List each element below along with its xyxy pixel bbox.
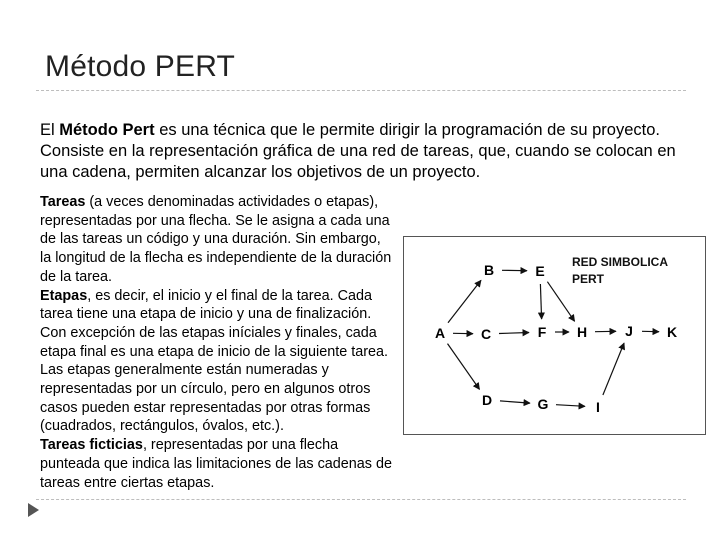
pert-edge-e-f (540, 284, 541, 319)
pert-edge-a-b (448, 280, 481, 322)
intro-term: Método Pert (59, 121, 155, 139)
pert-edge-a-d (448, 344, 480, 390)
pert-edge-c-f (499, 333, 529, 334)
pert-node-h: H (576, 324, 588, 340)
pert-node-a: A (434, 325, 446, 341)
pert-node-f: F (537, 324, 547, 340)
definitions-text (40, 193, 392, 492)
diagram-title-line1: RED SIMBOLICA (572, 255, 668, 269)
tareas-ficticias-term: Tareas ficticias (40, 437, 143, 454)
pert-node-e: E (535, 263, 545, 279)
tareas-definition: (a veces denominadas actividades o etapas), representadas por una flecha. Se le asigna a cada una de las tareas un código y una duración. Sin embargo, la longitud de la flecha es independiente de la duración de la tarea. (40, 194, 392, 285)
slide-title: Método PERT (45, 50, 236, 83)
pert-node-d: D (481, 392, 493, 408)
pert-node-g: G (537, 396, 549, 412)
bullet-arrow-icon (28, 503, 39, 517)
intro-rest: es una técnica que le permite dirigir la programación de su proyecto. Consiste en la representación gráfica de una red de tareas, que, cuando se colocan en una cadena, permiten alcanzar los objetivos de un proyecto. (40, 121, 676, 181)
pert-node-b: B (483, 262, 495, 278)
etapas-term: Etapas (40, 287, 88, 304)
pert-edge-e-h (547, 282, 574, 322)
title-divider (36, 90, 686, 91)
pert-network-diagram (403, 236, 706, 435)
tareas-term: Tareas (40, 194, 86, 210)
pert-node-k: K (666, 324, 678, 340)
footer-divider (36, 499, 686, 500)
tareas-ficticias-definition: , representadas por una flecha punteada que indica las limitaciones de las cadenas de tareas entre ciertas etapas. (40, 437, 393, 491)
intro-paragraph (40, 120, 680, 183)
pert-edge-i-j (603, 343, 624, 395)
intro-lead: El (40, 121, 60, 139)
pert-node-j: J (625, 323, 633, 339)
pert-node-i: I (596, 399, 600, 415)
pert-node-c: C (480, 326, 492, 342)
etapas-definition: , es decir, el inicio y el final de la tarea. Cada tarea tiene una etapa de inicio y una de finalización. Con excepción de las etapas iníciales y finales, cada etapa final es una etapa de inicio de la siguiente tarea. Las etapas generalmente están numeradas y representadas por un círculo, pero en algunos otros casos pueden estar representadas por otras formas (cuadrados, rectángulos, óvalos, etc.). (40, 287, 389, 435)
diagram-title-line2: PERT (572, 272, 605, 286)
diagram-title (572, 254, 702, 288)
pert-edge-g-i (556, 405, 585, 407)
pert-edge-d-g (500, 401, 530, 403)
